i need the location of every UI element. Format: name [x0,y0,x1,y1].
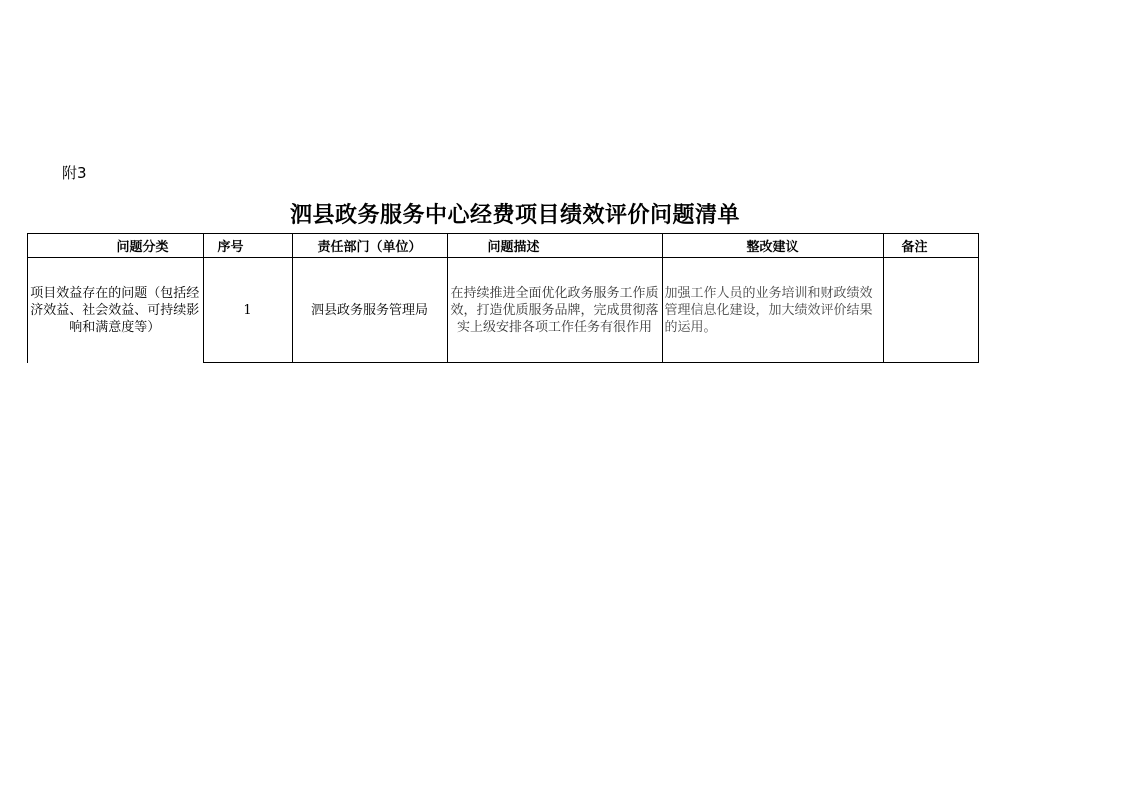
cell-note [883,258,978,363]
header-description: 问题描述 [447,234,662,258]
table-row [27,258,978,363]
header-seq: 序号 [203,234,292,258]
attachment-label: 附3 [62,164,87,182]
header-suggestion: 整改建议 [662,234,883,258]
cell-seq: 1 [203,258,292,363]
cell-description: 在持续推进全面优化政务服务工作质效，打造优质服务品牌，完成贯彻落实上级安排各项工作任务有很作用 [447,258,662,363]
page-title: 泗县政务服务中心经费项目绩效评价问题清单 [289,202,740,228]
table-header-row [27,234,978,258]
cell-category: 项目效益存在的问题（包括经济效益、社会效益、可持续影响和满意度等） [27,258,203,363]
cell-department: 泗县政务服务管理局 [292,258,447,363]
issue-table [27,233,979,363]
cell-suggestion: 加强工作人员的业务培训和财政绩效管理信息化建设，加大绩效评价结果的运用。 [662,258,883,363]
header-category: 问题分类 [27,234,203,258]
header-department: 责任部门（单位） [292,234,447,258]
header-note: 备注 [883,234,978,258]
